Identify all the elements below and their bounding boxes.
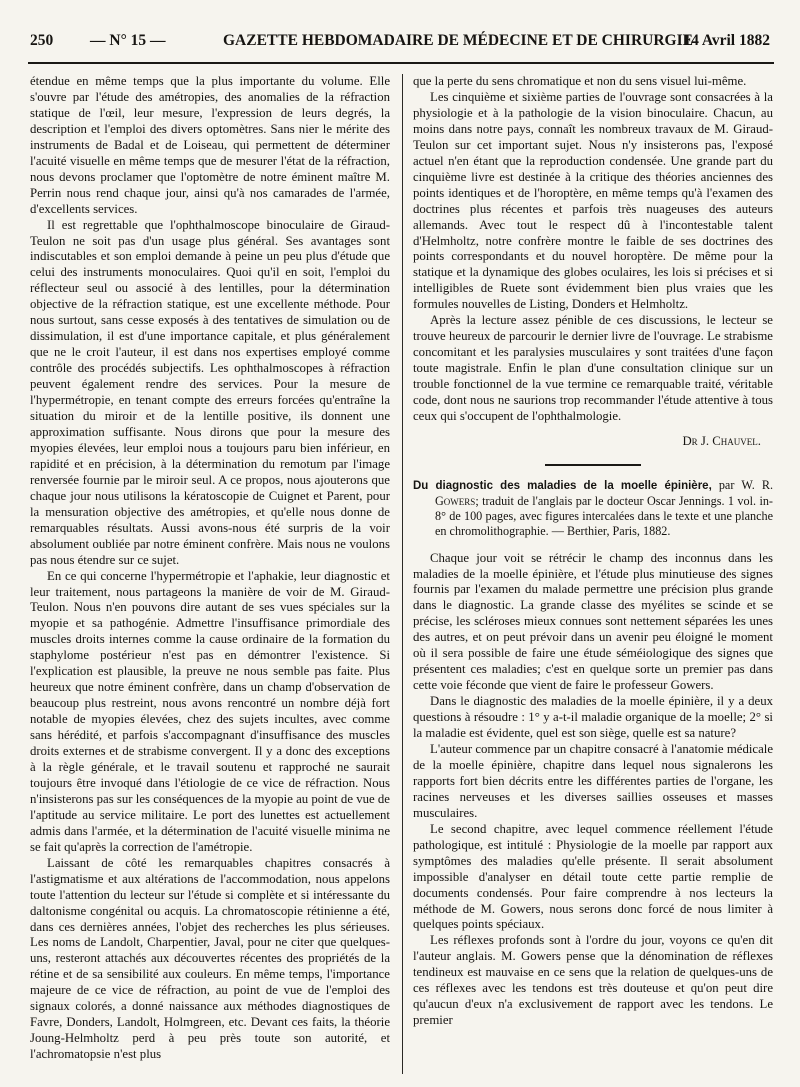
paragraph: Il est regrettable que l'ophthalmoscope binoculaire de Giraud-Teulon ne soit pas d'un usage plus général. Ses avantages sont indiscutables et son emploi demande à peine un peu plus d'étude que celui des instruments monoculaires. Quoi qu'il en soit, l'emploi du réflecteur seul ou associé à des lentilles, pour la détermination objective de la réfraction statique, est une excellente méthode. Pour nous surtout, sans cesse exposés à des tentatives de simulation ou de dissimulation, il est d'une importance capitale, et plus généralement que ne le croit l'auteur, il est dans nos expertises employé comme contrôle des procédés subjectifs. Les ophthalmoscopes à réfraction peuvent également rendre des services. Pour la mesure de l'hypermétropie, en tenant compte des erreurs forcées qu'entraîne la situation du miroir et de la lentille positive, ils donnent une approximation suffisante. Nous dirons que pour la mesure des myopies élevées, leur emploi nous a toujours paru bien inférieur, en rapidité et en précision, à la détermination du remotum par l'image renversée fournie par le miroir seul. A ce propos, nous ajouterons que chaque jour nous utilisons la kératoscopie de Cuignet et Parent, pour la mensuration objective des amétropies, et qu'elle nous donne de remarquables résultats. Aussi avons-nous été surpris de la voir absolument oubliée par notre éminent confrère. Mais nous ne voulons pas nous étendre sur ce sujet. <box>30 217 390 567</box>
column-divider <box>402 74 403 1074</box>
book-details: ; traduit de l'anglais par le docteur Oscar Jennings. 1 vol. in-8° de 100 pages, avec figures intercalées dans le texte et une planche en chromolithographie. — Berthier, Paris, 1882. <box>435 493 773 538</box>
section-separator <box>545 464 641 466</box>
book-title: Du diagnostic des maladies de la moelle épinière, <box>413 479 712 492</box>
right-column <box>413 74 773 1079</box>
page-number: 250 <box>30 32 54 49</box>
paragraph: que la perte du sens chromatique et non du sens visuel lui-même. <box>413 74 747 88</box>
paragraph: Dans le diagnostic des maladies de la moelle épinière, il y a deux questions à résoudre : 1° y a-t-il maladie organique de la moelle; 2° si la maladie est évidente, quel est son siège, quelle est sa nature? <box>413 694 773 741</box>
paragraph: étendue en même temps que la plus importante du volume. Elle s'ouvre par l'étude des amétropies, des anomalies de la réfraction statique de l'œil, leur mesure, l'expression de leurs degrés, la description et l'emploi des divers optomètres. Sans nier le mérite des instruments de Badal et de Loiseau, qui permettent de déterminer l'acuité visuelle en même temps que de mesurer l'état de la réfraction, nous devons proclamer que l'optomètre de notre éminent maître M. Perrin nous rend chaque jour, ainsi qu'à nos camarades de l'armée, d'excellents services. <box>30 74 390 216</box>
paragraph: En ce qui concerne l'hypermétropie et l'aphakie, leur diagnostic et leur traitement, nous partageons la manière de voir de M. Giraud-Teulon. Nous n'en pouvons dire autant de ses vues spéciales sur la myopie et sa pathogénie. Admettre l'insuffisance primordiale des muscles droits internes comme la cause ordinaire de la formation du staphylome postérieur n'est pas en démontrer l'existence. Si l'explication est plausible, la preuve ne nous semble pas faite. Plus heureux que notre éminent confrère, dans un champ d'observation de beaucoup plus restreint, nous avons rencontré un nombre déjà fort notable de myopies élevées, chez des sujets incultes, avec comme sans hérédité, et parfois s'accompagnant d'insuffisance des muscles droits externes et de strabisme convergent. Il y a donc des exceptions à la règle générale, et le travail soutenu et rapproché ne saurait toujours être invoqué dans l'étiologie de ce vice de réfraction. Nous n'insisterons pas sur les conséquences de la myopie au point de vue de l'aptitude au service militaire. Le port des lunettes est actuellement admis dans l'armée, et la détermination de l'acuité visuelle minima ne se fait qu'après la correction de l'amétropie. <box>30 568 390 854</box>
paragraph: Les cinquième et sixième parties de l'ouvrage sont consacrées à la physiologie et à la pathologie de la vision binoculaire. Chacun, au moins dans notre pays, connaît les nombreux travaux de M. Giraud-Teulon sur cet important sujet. Nous n'y insisterons pas, l'exposé actuel n'en étant que la reproduction condensée. Une grande part du cinquième livre est destinée à la critique des théories anciennes des points identiques et de l'horoptère, en même temps qu'à l'examen des doctrines plus récentes et parfois très nuageuses des auteurs allemands. Avec tout le respect dû à l'incontestable talent d'Helmholtz, notre confrère montre le faible de ses doctrines des points correspondants et du nouvel horoptère. De même pour la statique et la dynamique des globes oculaires, les lois si précises et si intelligibles de Ruete sont évidemment bien plus vraies que les formules nouvelles de Listing, Donders et Helmholtz. <box>413 89 773 312</box>
page-header <box>28 22 774 64</box>
issue-number: — N° 15 — <box>90 32 166 49</box>
book-by: par <box>718 477 735 492</box>
article-signature: Dr J. Chauvel. <box>682 433 761 448</box>
paragraph: L'auteur commence par un chapitre consacré à l'anatomie médicale de la moelle épinière, chapitre dans lequel nous signalerons les rapports fort bien décrits entre les différentes parties de l'organe, les racines nerveuses et les diverses saillies osseuses et masses musculaires. <box>413 741 773 820</box>
paragraph: Chaque jour voit se rétrécir le champ des inconnus dans les maladies de la moelle épinière, et l'étude plus minutieuse des signes fournis par l'examen du malade permettre une précision plus grande dans le diagnostic. La grande classe des myélites se scinde et se précise, les scléroses mieux connues sont nettement séparées les unes des autres, et on peut prévoir dans un avenir peu éloigné le moment où il sera possible de faire une étude séméiologique des signes que présentent ces maladies; c'est en quelque sorte un premier pas dans cette voie féconde que vient de faire le professeur Gowers. <box>413 550 773 693</box>
journal-title: GAZETTE HEBDOMADAIRE DE MÉDECINE ET DE CHIRURGIE <box>223 32 693 49</box>
paragraph: Après la lecture assez pénible de ces discussions, le lecteur se trouve heureux de parcourir le dernier livre de l'ouvrage. Le strabisme concomitant et les paralysies musculaires y sont traitées d'une façon toute magistrale. Enfin le plan d'une consultation clinique sur un trouble fonctionnel de la vue termine ce remarquable traité, véritable code, dont nous ne saurions trop recommander l'étude attentive à tous ceux qui s'occupent de l'ophthalmologie. <box>413 313 773 424</box>
left-column <box>30 74 390 1079</box>
paragraph: Les réflexes profonds sont à l'ordre du jour, voyons ce qu'en dit l'auteur anglais. M. Gowers pense que la dénomination de réflexes tendineux est mauvaise en ce sens que la relation de quelques-uns de ces réflexes avec les tendons est très douteuse et qu'on peut dire qu'aucun d'eux n'a exclusivement de rapport avec les tendons. Le premier <box>413 933 773 1028</box>
book-author: W. R. Gowers <box>435 477 773 508</box>
paragraph: Laissant de côté les remarquables chapitres consacrés à l'astigmatisme et aux altérations de l'accommodation, nous appelons toute l'attention du lecteur sur l'étude si complète et si intéressante du daltonisme congénital ou acquis. La chromatoscopie rétinienne a été, dans ces dernières années, l'objet des recherches les plus sérieuses. Les noms de Landolt, Charpentier, Javal, pour ne citer que quelques-uns, resteront attachés aux découvertes récentes des propriétés de la rétine et de sa sensibilité aux couleurs. En même temps, l'importance majeure de ce vice de réfraction, au point de vue de l'emploi des signaux colorés, a donné naissance aux méthodes diagnostiques de Favre, Donders, Landolt, Holmgreen, etc. Devant ces faits, la théorie Joung-Helmholtz perd à peu près toute son autorité, et l'achromatopsie n'est plus <box>30 855 390 1062</box>
paragraph: Le second chapitre, avec lequel commence réellement l'étude pathologique, est intitulé : Physiologie de la moelle par rapport aux symptômes des maladies qu'elle présente. Il serait absolument impossible d'analyser en détail toute cette partie remplie de documents condensés. Pour faire comprendre à nos lecteurs la méthode de M. Gowers, nous serons donc forcé de nous limiter à quelques points spéciaux. <box>413 821 773 932</box>
book-reference <box>413 478 773 539</box>
issue-date: 14 Avril 1882 <box>683 32 770 49</box>
